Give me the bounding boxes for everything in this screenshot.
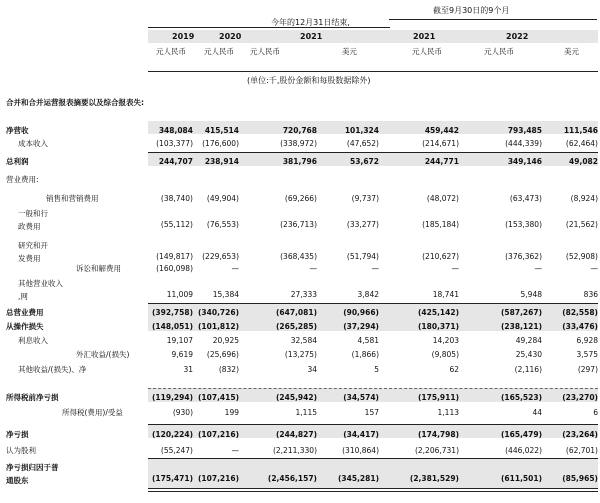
- table-cell: (69,266): [284, 194, 317, 203]
- table-cell: 720,768: [282, 126, 317, 135]
- rule-after-deemed: [148, 458, 598, 459]
- table-cell: 11,009: [166, 290, 193, 299]
- row-label: 总营业费用: [6, 308, 44, 317]
- table-cell: 199: [224, 408, 239, 417]
- row-label: 所得税(费用)/受益: [62, 408, 123, 417]
- table-cell: (2,211,330): [272, 446, 317, 455]
- table-cell: (165,479): [500, 430, 542, 439]
- row-label: 从操作损失: [6, 322, 44, 331]
- table-cell: (13,275): [284, 350, 317, 359]
- table-cell: —: [371, 264, 379, 273]
- table-cell: (37,294): [343, 322, 379, 331]
- table-cell: 101,324: [344, 126, 379, 135]
- group-title-year-end: 今年的12月31日结束,: [271, 18, 350, 27]
- table-cell: (85,965): [562, 474, 598, 483]
- table-cell: (149,817): [156, 252, 193, 261]
- table-cell: 5: [374, 365, 379, 374]
- table-cell: 415,514: [204, 126, 239, 135]
- table-cell: 793,485: [507, 126, 542, 135]
- table-cell: 157: [364, 408, 379, 417]
- table-cell: (2,381,529): [409, 474, 459, 483]
- table-cell: (62,701): [565, 446, 598, 455]
- table-cell: (34,574): [343, 393, 379, 402]
- table-cell: (107,216): [197, 430, 239, 439]
- row-label: 其他收益/(损失)、净: [18, 365, 87, 374]
- table-cell: 44: [532, 408, 542, 417]
- row-label: 净亏损: [6, 430, 29, 439]
- group1-rule: [148, 27, 390, 28]
- row-label: [18, 207, 158, 233]
- table-cell: (9,805): [431, 350, 459, 359]
- table-cell: —: [231, 264, 239, 273]
- group-title-nine-months: 截至9月30日的9个月: [433, 6, 510, 15]
- row-label-line-2: 发费用: [18, 254, 41, 263]
- row-label: 营业费用:: [6, 175, 39, 184]
- table-cell: —: [590, 264, 598, 273]
- table-cell: (265,285): [275, 322, 317, 331]
- unit-col-7: 美元: [564, 47, 579, 56]
- rule-after-other-op: [148, 303, 598, 304]
- table-cell: 15,384: [212, 290, 239, 299]
- row-label: 认为股利: [6, 446, 36, 455]
- units-rule: [148, 71, 598, 72]
- table-cell: 111,546: [563, 126, 598, 135]
- rule-after-tax: [148, 424, 598, 425]
- table-cell: (340,726): [197, 308, 239, 317]
- year-2020: 2020: [219, 32, 242, 41]
- table-cell: —: [309, 264, 317, 273]
- row-label: 外汇收益/(损失): [76, 350, 130, 359]
- row-label: [18, 277, 158, 303]
- table-cell: (76,553): [206, 220, 239, 229]
- table-cell: 18,741: [432, 290, 459, 299]
- rule-bottom-1: [148, 488, 598, 489]
- table-cell: 4,581: [357, 336, 379, 345]
- table-cell: (832): [218, 365, 239, 374]
- table-cell: 34: [307, 365, 317, 374]
- table-cell: (23,264): [562, 430, 598, 439]
- table-cell: (52,908): [565, 252, 598, 261]
- table-cell: 9,619: [171, 350, 193, 359]
- table-cell: (180,371): [417, 322, 459, 331]
- table-cell: 53,672: [350, 157, 379, 166]
- table-cell: 1,115: [295, 408, 317, 417]
- table-cell: (229,653): [202, 252, 239, 261]
- table-cell: (33,277): [346, 220, 379, 229]
- table-cell: (175,471): [151, 474, 193, 483]
- table-cell: (148,051): [151, 322, 193, 331]
- table-cell: (647,081): [275, 308, 317, 317]
- table-cell: (165,523): [500, 393, 542, 402]
- table-cell: (2,116): [514, 365, 542, 374]
- year-2021-interim: 2021: [413, 32, 436, 41]
- table-cell: 25,430: [515, 350, 542, 359]
- table-cell: 20,925: [212, 336, 239, 345]
- table-cell: (55,247): [160, 446, 193, 455]
- row-label-line-1: 净亏损归因于普: [6, 463, 59, 472]
- table-cell: 836: [583, 290, 598, 299]
- table-cell: —: [451, 264, 459, 273]
- rule-after-cost: [148, 152, 598, 153]
- rule-after-other-gain: [148, 388, 598, 389]
- table-cell: (444,339): [505, 139, 542, 148]
- table-cell: (82,558): [562, 308, 598, 317]
- row-label: 成本收入: [18, 139, 48, 148]
- table-cell: (62,464): [565, 139, 598, 148]
- table-cell: (120,224): [151, 430, 193, 439]
- table-cell: 459,442: [424, 126, 459, 135]
- year-2022-interim: 2022: [506, 32, 529, 41]
- table-cell: (90,966): [343, 308, 379, 317]
- unit-col-6: 元人民币: [484, 47, 514, 56]
- row-label: 诉讼和解费用: [76, 264, 121, 273]
- table-cell: (310,864): [342, 446, 379, 455]
- row-label: 利息收入: [18, 336, 48, 345]
- year-header-band: [148, 30, 598, 43]
- table-cell: 348,084: [158, 126, 193, 135]
- table-cell: (245,942): [275, 393, 317, 402]
- table-cell: —: [231, 446, 239, 455]
- table-cell: (51,794): [346, 252, 379, 261]
- table-cell: (55,112): [160, 220, 193, 229]
- table-cell: 62: [449, 365, 459, 374]
- table-cell: (23,270): [562, 393, 598, 402]
- row-label: [18, 239, 158, 265]
- year-2021-annual: 2021: [300, 32, 323, 41]
- row-label-line-2: ,网: [18, 292, 28, 301]
- group2-rule: [389, 19, 597, 20]
- table-cell: (214,671): [422, 139, 459, 148]
- row-label: 总利润: [6, 157, 29, 166]
- row-label: [6, 461, 146, 487]
- table-cell: 381,796: [282, 157, 317, 166]
- table-cell: (392,758): [151, 308, 193, 317]
- table-cell: (8,924): [570, 194, 598, 203]
- table-cell: 244,771: [424, 157, 459, 166]
- table-cell: 6,928: [576, 336, 598, 345]
- table-cell: (236,713): [280, 220, 317, 229]
- table-cell: 19,107: [166, 336, 193, 345]
- table-cell: 3,575: [576, 350, 598, 359]
- table-cell: (107,216): [197, 474, 239, 483]
- table-cell: (34,417): [343, 430, 379, 439]
- table-cell: (160,098): [156, 264, 193, 273]
- rule-bottom-2: [148, 491, 598, 492]
- table-cell: 3,842: [357, 290, 379, 299]
- row-label-line-2: 政费用: [18, 222, 41, 231]
- unit-col-2: 元人民币: [204, 47, 234, 56]
- table-cell: 27,333: [290, 290, 317, 299]
- table-cell: (345,281): [337, 474, 379, 483]
- table-cell: (930): [172, 408, 193, 417]
- table-cell: 6: [593, 408, 598, 417]
- table-cell: (119,294): [151, 393, 193, 402]
- table-cell: (153,380): [505, 220, 542, 229]
- table-cell: 5,948: [520, 290, 542, 299]
- row-label-line-1: 其他营业收入: [18, 279, 63, 288]
- table-cell: (9,737): [351, 194, 379, 203]
- section-title: 合并和合并运营报表摘要以及综合报表失:: [6, 98, 144, 107]
- table-cell: (244,827): [275, 430, 317, 439]
- unit-col-5: 元人民币: [412, 47, 442, 56]
- table-cell: (376,362): [505, 252, 542, 261]
- table-cell: (297): [577, 365, 598, 374]
- table-cell: (21,562): [565, 220, 598, 229]
- table-cell: —: [534, 264, 542, 273]
- table-cell: (2,206,731): [414, 446, 459, 455]
- row-label-line-1: 一般和行: [18, 209, 48, 218]
- table-cell: (107,415): [197, 393, 239, 402]
- table-cell: 32,584: [290, 336, 317, 345]
- table-cell: (238,121): [500, 322, 542, 331]
- table-cell: (47,652): [346, 139, 379, 148]
- table-cell: 238,914: [204, 157, 239, 166]
- row-label-line-2: 通股东: [6, 476, 29, 485]
- unit-col-3: 元人民币: [250, 47, 280, 56]
- row-label: 净营收: [6, 126, 29, 135]
- table-cell: (25,696): [206, 350, 239, 359]
- table-cell: (103,377): [156, 139, 193, 148]
- table-cell: 49,082: [569, 157, 598, 166]
- table-cell: 244,707: [158, 157, 193, 166]
- table-cell: (611,501): [500, 474, 542, 483]
- table-cell: (175,911): [417, 393, 459, 402]
- table-cell: 31: [183, 365, 193, 374]
- unit-col-4: 美元: [342, 47, 357, 56]
- table-cell: (176,600): [202, 139, 239, 148]
- table-cell: (33,476): [562, 322, 598, 331]
- table-cell: (587,267): [500, 308, 542, 317]
- row-label: 销售和营销费用: [46, 194, 99, 203]
- table-cell: (368,435): [280, 252, 317, 261]
- table-cell: (185,184): [422, 220, 459, 229]
- row-label: 所得税前净亏损: [6, 393, 59, 402]
- table-cell: (2,456,157): [267, 474, 317, 483]
- table-cell: (446,022): [505, 446, 542, 455]
- table-cell: (48,072): [426, 194, 459, 203]
- table-cell: 1,113: [437, 408, 459, 417]
- table-cell: 349,146: [507, 157, 542, 166]
- table-cell: (49,904): [206, 194, 239, 203]
- table-cell: (1,866): [351, 350, 379, 359]
- unit-note: (单位:千,股份金额和每股数据除外): [247, 76, 371, 85]
- year-2019: 2019: [172, 32, 195, 41]
- table-cell: 49,284: [515, 336, 542, 345]
- unit-col-1: 元人民币: [156, 47, 186, 56]
- table-cell: (174,798): [417, 430, 459, 439]
- table-cell: (425,142): [417, 308, 459, 317]
- table-cell: (338,972): [280, 139, 317, 148]
- table-cell: (101,812): [197, 322, 239, 331]
- table-cell: 14,203: [432, 336, 459, 345]
- row-label-line-1: 研究和开: [18, 241, 48, 250]
- table-cell: (210,627): [422, 252, 459, 261]
- table-cell: (38,740): [160, 194, 193, 203]
- table-cell: (63,473): [509, 194, 542, 203]
